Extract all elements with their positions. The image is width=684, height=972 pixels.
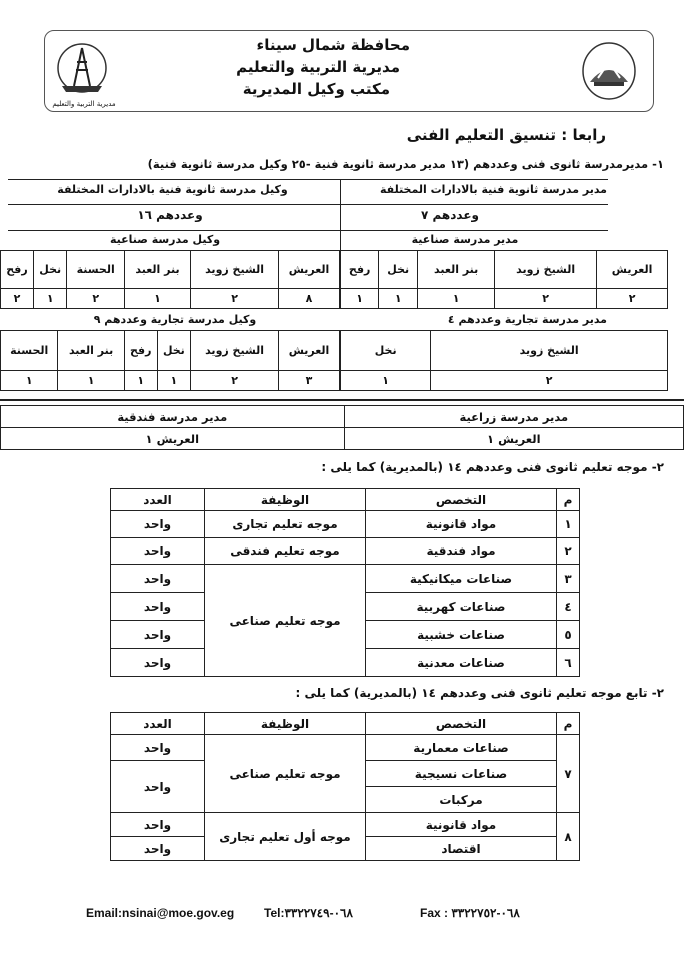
manager-industrial: مدير مدرسة صناعية bbox=[411, 233, 519, 246]
directorate-logo bbox=[50, 40, 114, 104]
district-cell: الحسنة bbox=[67, 251, 124, 289]
section-title: رابعا : تنسيق التعليم الفنى bbox=[406, 126, 606, 144]
count-cell: ١ bbox=[157, 371, 191, 391]
supervisors-table bbox=[110, 488, 580, 677]
count-cell: ٨ bbox=[279, 289, 340, 309]
row-count: واحد bbox=[111, 837, 205, 861]
district-cell: بنر العبد bbox=[58, 331, 124, 371]
row-count: واحد bbox=[111, 621, 205, 649]
district-cell: الشيخ زويد bbox=[495, 251, 597, 289]
count-cell: ١ bbox=[379, 289, 418, 309]
row-count: واحد bbox=[111, 538, 205, 565]
row-num: ١ bbox=[557, 511, 580, 538]
governorate-logo bbox=[576, 38, 642, 104]
row-spec: مواد قانونية bbox=[366, 813, 557, 837]
district-cell: الحسنة bbox=[1, 331, 58, 371]
header-line-3: مكتب وكيل المديرية bbox=[242, 80, 390, 98]
header-line-2: مديرية التربية والتعليم bbox=[236, 58, 400, 76]
row-count: واحد bbox=[111, 511, 205, 538]
manager-header: مدير مدرسة ثانوية فنية بالادارات المختلفة bbox=[379, 183, 607, 196]
agri-value: العريش ١ bbox=[344, 428, 683, 450]
row-num: ٥ bbox=[557, 621, 580, 649]
deputy-count: وعددهم ١٦ bbox=[137, 208, 203, 222]
row-spec: صناعات معدنية bbox=[366, 649, 557, 677]
row-spec: صناعات نسيجية bbox=[366, 761, 557, 787]
deputy-header: وكيل مدرسة ثانوية فنية بالادارات المختلفة bbox=[57, 183, 288, 196]
row-count: واحد bbox=[111, 593, 205, 621]
district-cell: بنر العبد bbox=[418, 251, 495, 289]
row-num: ٤ bbox=[557, 593, 580, 621]
footer-email: Email:nsinai@moe.gov.eg bbox=[86, 906, 235, 920]
count-cell: ٢ bbox=[1, 289, 34, 309]
row-count: واحد bbox=[111, 735, 205, 761]
count-cell: ٢ bbox=[191, 289, 279, 309]
col-count: العدد bbox=[111, 489, 205, 511]
row-spec: مركبات bbox=[366, 787, 557, 813]
tower-logo-icon bbox=[50, 40, 114, 104]
row-num: ٧ bbox=[557, 735, 580, 813]
row-num: ٢ bbox=[557, 538, 580, 565]
count-cell: ٢ bbox=[191, 371, 279, 391]
deputy-commercial-table bbox=[0, 330, 340, 391]
row-job: موجه تعليم صناعى bbox=[205, 565, 366, 677]
row-spec: مواد قانونية bbox=[366, 511, 557, 538]
district-cell: رفح bbox=[124, 331, 157, 371]
count-cell: ١ bbox=[341, 371, 431, 391]
footer-fax: Fax : ٠٦٨-٣٣٢٢٧٥٢ bbox=[420, 906, 520, 920]
count-cell: ١ bbox=[124, 371, 157, 391]
row-job: موجه تعليم فندقى bbox=[205, 538, 366, 565]
col-spec: التخصص bbox=[366, 489, 557, 511]
col-job: الوظيفة bbox=[205, 489, 366, 511]
count-cell: ١ bbox=[33, 289, 67, 309]
col-count: العدد bbox=[111, 713, 205, 735]
manager-count: وعددهم ٧ bbox=[421, 208, 479, 222]
deputy-industrial: وكيل مدرسة صناعية bbox=[109, 233, 221, 246]
col-spec: التخصص bbox=[366, 713, 557, 735]
row-count: واحد bbox=[111, 565, 205, 593]
district-cell: الشيخ زويد bbox=[191, 251, 279, 289]
district-cell: رفح bbox=[1, 251, 34, 289]
emblem-icon bbox=[576, 38, 642, 104]
hotel-value: العريش ١ bbox=[1, 428, 345, 450]
header-line-1: محافظة شمال سيناء bbox=[256, 36, 410, 54]
district-cell: رفح bbox=[341, 251, 379, 289]
manager-commercial: مدير مدرسة تجارية وعددهم ٤ bbox=[447, 313, 607, 326]
deputy-commercial: وكيل مدرسة تجارية وعددهم ٩ bbox=[93, 313, 257, 326]
district-cell: العريش bbox=[279, 251, 340, 289]
row-num: ٨ bbox=[557, 813, 580, 861]
count-cell: ١ bbox=[58, 371, 124, 391]
district-cell: الشيخ زويد bbox=[431, 331, 668, 371]
district-cell: نخل bbox=[157, 331, 191, 371]
row-num: ٣ bbox=[557, 565, 580, 593]
part2-intro: ٢- موجه تعليم ثانوى فنى وعددهم ١٤ (بالمديرية) كما يلى : bbox=[321, 460, 664, 474]
row-count: واحد bbox=[111, 813, 205, 837]
deputy-industrial-table bbox=[0, 250, 340, 309]
row-spec: اقتصاد bbox=[366, 837, 557, 861]
row-spec: مواد فندقية bbox=[366, 538, 557, 565]
count-cell: ١ bbox=[418, 289, 495, 309]
district-cell: العريش bbox=[597, 251, 668, 289]
agri-title: مدير مدرسة زراعية bbox=[344, 406, 683, 428]
row-count: واحد bbox=[111, 761, 205, 813]
manager-industrial-table bbox=[340, 250, 668, 309]
count-cell: ٢ bbox=[431, 371, 668, 391]
row-job: موجه تعليم صناعى bbox=[205, 735, 366, 813]
col-num: م bbox=[557, 713, 580, 735]
district-cell: الشيخ زويد bbox=[191, 331, 279, 371]
row-spec: صناعات كهربية bbox=[366, 593, 557, 621]
row-num: ٦ bbox=[557, 649, 580, 677]
row-job: موجه أول تعليم تجارى bbox=[205, 813, 366, 861]
district-cell: العريش bbox=[279, 331, 340, 371]
row-spec: صناعات ميكانيكية bbox=[366, 565, 557, 593]
row-count: واحد bbox=[111, 649, 205, 677]
logo-caption: مديرية التربية والتعليم bbox=[52, 100, 116, 108]
footer-tel: Tel:٠٦٨-٣٣٢٢٧٤٩ bbox=[264, 906, 353, 920]
count-cell: ٢ bbox=[597, 289, 668, 309]
col-job: الوظيفة bbox=[205, 713, 366, 735]
count-cell: ٢ bbox=[67, 289, 124, 309]
count-cell: ١ bbox=[341, 289, 379, 309]
count-cell: ١ bbox=[124, 289, 190, 309]
schools-table bbox=[0, 405, 684, 450]
part3-intro: ٢- تابع موجه تعليم ثانوى فنى وعددهم ١٤ (بالمديرية) كما يلى : bbox=[295, 686, 664, 700]
row-spec: صناعات خشبية bbox=[366, 621, 557, 649]
supervisors-table-continued bbox=[110, 712, 580, 861]
district-cell: نخل bbox=[33, 251, 67, 289]
row-job: موجه تعليم تجارى bbox=[205, 511, 366, 538]
hotel-title: مدير مدرسة فندقية bbox=[1, 406, 345, 428]
count-cell: ١ bbox=[1, 371, 58, 391]
part1-intro: ١- مديرمدرسة ثانوى فنى وعددهم (١٣ مدير مدرسة ثانوية فنية -٢٥ وكيل مدرسة ثانوية فنية) bbox=[147, 157, 664, 171]
count-cell: ٢ bbox=[495, 289, 597, 309]
row-spec: صناعات معمارية bbox=[366, 735, 557, 761]
manager-commercial-table bbox=[340, 330, 668, 391]
col-num: م bbox=[557, 489, 580, 511]
district-cell: نخل bbox=[341, 331, 431, 371]
district-cell: بنر العبد bbox=[124, 251, 190, 289]
count-cell: ٣ bbox=[279, 371, 340, 391]
district-cell: نخل bbox=[379, 251, 418, 289]
